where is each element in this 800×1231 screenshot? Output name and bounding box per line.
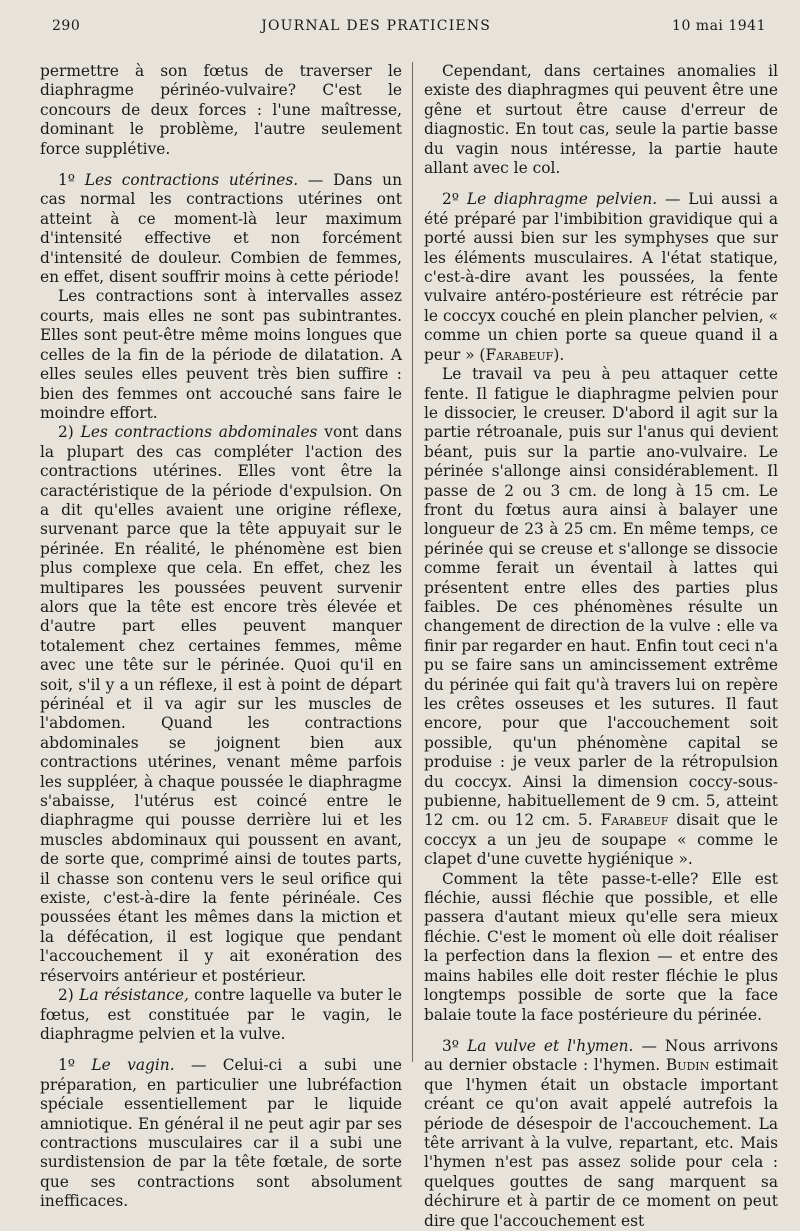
section-heading: Le vagin.: [91, 1056, 175, 1075]
paragraph: Le travail va peu à peu attaquer cette fente. Il fatigue le diaphragme pelvien pour le dissocier, le creuser. D'abord il agit sur la partie rétroanale, puis sur l'anus qui devient béant, puis sur la partie ano-vulvaire. Le périnée s'allonge ainsi considérablement. Il passe de 2 ou 3 cm. de long à 15 cm. Le front du fœtus aura ainsi à balayer une longueur de 23 à 25 cm. En même temps, ce périnée qui se creuse et s'allonge se dissocie comme ferait un éventail à lattes qui présentent entre elles des parties plus faibles. De ces phénomènes résulte un changement de direction de la vulve : elle va finir par regarder en haut. Enfin tout ceci n'a pu se faire sans un amincissement extrême du périnée qui fait qu'à travers lui on repère les crêtes osseuses et les sutures. Il faut encore, pour que l'accouchement soit possible, qu'un phénomène capital se produise : je veux parler de la rétropulsion du coccyx. Ainsi la dimension coccy-sous-pubienne, habituellement de 9 cm. 5, atteint 12 cm. ou 12 cm. 5. Farabeuf disait que le coccyx a un jeu de soupape « comme le clapet d'une cuvette hygiénique ».: [424, 365, 778, 869]
section-heading: La résistance,: [79, 986, 189, 1005]
issue-date: 10 mai 1941: [672, 18, 766, 34]
paragraph: 1º Le vagin. — Celui-ci a subi une préparation, en particulier une lubréfaction spéciale essentiellement par le liquide amniotique. En général il ne peut agir par ses contractions musculaires car il a subi une surdistension de par la tête fœtale, de sorte que ses contractions sont absolument inefficaces.: [40, 1056, 402, 1211]
column-divider: [412, 62, 413, 1062]
paragraph: 2º Le diaphragme pelvien. — Lui aussi a été préparé par l'imbibition gravidique qui a porté aussi bien sur les symphyses que sur les éléments musculaires. A l'état statique, c'est-à-dire avant les poussées, la fente vulvaire antéro-postérieure est rétrécie par le coccyx couché en plein plancher pelvien, « comme un chien porte sa queue quand il a peur » (Farabeuf).: [424, 190, 779, 364]
right-column: [424, 62, 779, 1230]
left-column: [40, 62, 402, 1211]
author-name: Farabeuf: [485, 345, 554, 364]
paragraph: Cependant, dans certaines anomalies il existe des diaphragmes qui peuvent être une gêne et surtout être cause d'erreur de diagnostic. En tout cas, seule la partie basse du vagin nous intéresse, la partie haute allant avec le col.: [424, 62, 778, 178]
paragraph: Comment la tête passe-t-elle? Elle est fléchie, aussi fléchie que possible, et elle passera d'autant mieux qu'elle sera mieux fléchie. C'est le moment où elle doit réaliser la perfection dans la flexion — et entre des mains habiles elle doit rester fléchie le plus longtemps possible de sorte que la face balaie toute la face postérieure du périnée.: [424, 869, 778, 1024]
paragraph: 3º La vulve et l'hymen. — Nous arrivons au dernier obstacle : l'hymen. Budin estimait que l'hymen était un obstacle important créant ce qu'on avait appelé autrefois la période de désespoir de l'accouchement. La tête arrivant à la vulve, repartant, etc. Mais l'hymen n'est pas assez solide pour cela : quelques gouttes de sang marquent sa déchirure et à partir de ce moment on peut dire que l'accouchement est: [424, 1036, 779, 1230]
paragraph: 2) La résistance, contre laquelle va buter le fœtus, est constituée par le vagin, le diaphragme pelvien et la vulve.: [40, 986, 402, 1043]
section-heading: Le diaphragme pelvien.: [466, 190, 658, 209]
page-number: 290: [52, 18, 81, 34]
journal-title: JOURNAL DES PRATICIENS: [261, 18, 492, 34]
section-heading: Les contractions abdominales: [80, 423, 318, 442]
paragraph: 1º Les contractions utérines. — Dans un cas normal les contractions utérines ont atteint à ce moment-là leur maximum d'intensité effective et non forcément d'intensité de douleur. Combien de femmes, en effet, disent souffrir moins à cette période!: [40, 171, 402, 287]
paragraph: Les contractions sont à intervalles assez courts, mais elles ne sont pas subintrantes. Elles sont peut-être même moins longues que celles de la fin de la période de dilatation. A elles seules elles peuvent très bien suffire : bien des femmes ont accouché sans faire le moindre effort.: [40, 287, 402, 422]
author-name: Budin: [665, 1056, 710, 1075]
paragraph: 2) Les contractions abdominales vont dans la plupart des cas compléter l'action des contractions utérines. Elles vont être la caractéristique de la période d'expulsion. On a dit qu'elles avaient une origine réflexe, survenant parce que la tête appuyait sur le périnée. En réalité, le phénomène est bien plus complexe que cela. En effet, chez les multipares les poussées peuvent survenir alors que la tête est encore très élevée et d'autre part elles peuvent manquer totalement chez certaines femmes, même avec une tête sur le périnée. Quoi qu'il en soit, s'il y a un réflexe, il est à point de départ périnéal et il va agir sur les muscles de l'abdomen. Quand les contractions abdominales se joignent bien aux contractions utérines, venant même parfois les suppléer, à chaque poussée le diaphragme s'abaisse, l'utérus est coincé entre le diaphragme qui pousse derrière lui et les muscles abdominaux qui poussent en avant, de sorte que, comprimé ainsi de toutes parts, il chasse son contenu vers le seul orifice qui existe, c'est-à-dire la fente périnéale. Ces poussées étant les mêmes dans la miction et la défécation, il est logique que pendant l'accouchement il y ait exonération des réservoirs antérieur et postérieur.: [40, 423, 402, 985]
author-name: Farabeuf: [600, 811, 669, 830]
section-heading: La vulve et l'hymen.: [467, 1036, 634, 1055]
page-header: [52, 18, 766, 40]
paragraph: permettre à son fœtus de traverser le diaphragme périnéo-vulvaire? C'est le concours de deux forces : l'une maîtresse, dominant le problème, l'autre seulement force supplétive.: [40, 62, 402, 158]
section-heading: Les contractions utérines.: [84, 171, 299, 190]
